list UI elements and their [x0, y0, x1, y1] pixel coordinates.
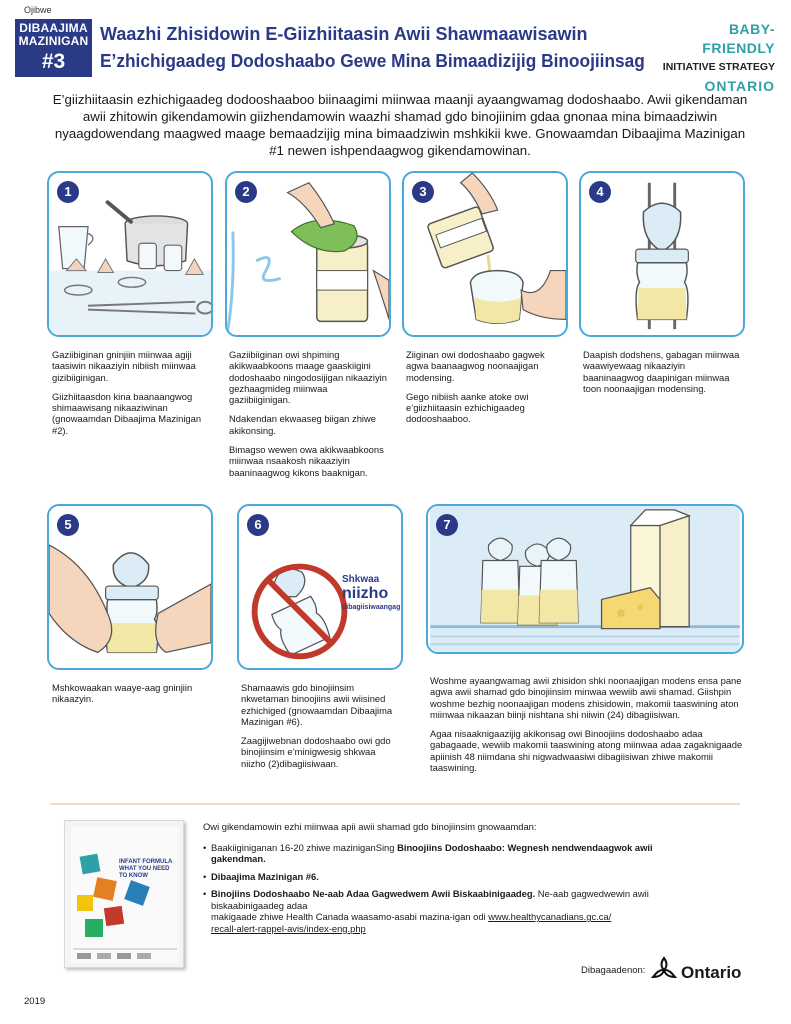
resource-item-1: [203, 842, 693, 865]
step-6-number: 6: [247, 514, 269, 536]
ontario-logo-text: Ontario: [681, 963, 742, 982]
funded-by-label: Dibagaadenon:: [581, 965, 646, 976]
step-3-text: [406, 349, 564, 433]
step-7-text: [430, 675, 748, 781]
title-line2: E’zhichigaadeg Dodoshaabo Gewe Mina Bimaadizijig Binoojiinsag: [100, 50, 645, 71]
page-title: [100, 20, 660, 74]
step-1-para-1: Gaziibiginan gninjiin miinwaa agiji taasiwin nikaaziyin nibiish miinwaa gizibiiginigan.: [52, 349, 196, 383]
step-1-para-2: Giizhiitaasdon kina baanaangwog shimaawisang nikaaziwinan (gnowaamdan Dibaajima Mazinigan #2).: [52, 390, 202, 436]
fridge-storage-illustration: [428, 506, 742, 652]
resource-item-3-text2: makigaade zhiwe Health Canada waasamo-asabi mazina-igan odi: [211, 911, 489, 922]
resource-item-2-bold: Dibaajima Mazinigan #6.: [211, 870, 319, 882]
step-6-sign-line3: dibagiisiwaangag: [342, 604, 401, 611]
step-6-text: [241, 682, 401, 777]
step-6-panel: [237, 504, 403, 670]
step-3-number: 3: [412, 181, 434, 203]
step-5-panel: [47, 504, 213, 670]
step-2-para-3: Bimagso wewen owa akikwaabkoons miinwaa nsaakosh nikaaziyin baaninaagwog kikons baaknigan.: [229, 444, 384, 478]
booklet-title: INFANT FORMULA WHAT YOU NEED TO KNOW: [119, 859, 173, 879]
step-5-para-1: Mshkowaakan waaye-aag gninjiin nikaazyin.: [52, 682, 193, 705]
resources-section: [203, 821, 693, 940]
step-2-para-2: Ndakendan ekwaaseg biigan zhiwe akikonsing.: [229, 413, 376, 436]
step-6-para-1: Shamaawis gdo binojiinsim nkwetaman binoojiins awii wiisined ezhichiged (gnowaamdan Dibaajima Mazinigan #6).: [241, 682, 393, 727]
step-3-para-2: Gego nibiish aanke atoke owi e’giizhiitaasin ezhichigaadeg dodooshaaboo.: [406, 390, 529, 425]
step-2-panel: [225, 171, 391, 337]
intro-paragraph: E’giizhiitaasin ezhichigaadeg dodooshaaboo biinaagimi miinwaa maanji ayaangwamag dodoshaabo. Awii gikendaman awii zhitowin gikendamowin giizhendamowin waazhi shamad gdo binojiinim gdaa gnonaa mina bimaadziwin nyaagdowendang maagwed maage bemaadzijig mina bimaadziwin mshkikii kwe. Gnowaamdan Dibaajima Mazinigan #1 newen ishpendaagwog gikendamowinan.: [52, 92, 748, 158]
step-5-number: 5: [57, 514, 79, 536]
resources-list: [203, 842, 693, 935]
resource-item-1-bold: Binoojiins Dodoshaabo: Wegnesh nendwendaagwok awii gakendman.: [211, 841, 653, 864]
resource-item-3-bold: Binojiins Dodoshaabo Ne-aab Adaa Gagwedwem Awii Biskaabinigaadeg.: [211, 888, 536, 899]
health-canada-link-2[interactable]: recall-alert-rappel-avis/index-eng.php: [211, 922, 366, 934]
badge-number: #3: [41, 50, 66, 73]
publication-year: 2019: [24, 996, 46, 1007]
step-2-para-1: Gaziibiiginan owi shpiming akikwaabkoons maage gaaskiigini dodoshaabo ningodosijigan nikaaziyin gezhaagmideg miinwaa gaziibiiginigan.: [229, 349, 387, 406]
formula-booklet-image: [64, 820, 184, 968]
step-6-para-2: Zaagijiwebnan dodoshaabo owi gdo binojiinsim e’minigwesig shkwaa niizho (2)dibagiisiwaan.: [241, 735, 391, 769]
title-line1: Waazhi Zhisidowin E-Giizhiitaasin Awii Shawmaawisawin: [100, 23, 588, 44]
step-7-para-2: Agaa nisaaknigaazijig akikonsag owi Binoojiins dodoshaabo adaa gabagaade, wewiib makomii taaswining atong miinwaa adaa zagaknigaade apiinish 48 niimdana shi nigwadwaasiwi dibagiisiwan zhiwe makomii taaswining.: [430, 728, 743, 774]
bfi-line3: ONTARIO: [704, 78, 775, 94]
health-canada-link-1[interactable]: www.healthycanadians.gc.ca/: [488, 911, 612, 922]
step-1-text: [52, 349, 210, 444]
step-6-sign-line2: niizho: [342, 585, 389, 602]
step-4-text: [583, 349, 741, 402]
step-3-para-1: Ziiginan owi dodoshaabo gagwek agwa baanaagwog noonaajigan modensing.: [406, 349, 545, 383]
step-4-number: 4: [589, 181, 611, 203]
step-6-sign: [342, 574, 402, 612]
bfi-line1: BABY-FRIENDLY: [702, 21, 775, 56]
resource-item-3-text1: Ne-aab gagwedwewin awii biskaabinigaadeg adaa: [211, 888, 649, 911]
resources-lead: Owi gikendamowin ezhi miinwaa apii awii shamad gdo binojiinsim gnowaamdan:: [203, 821, 537, 832]
step-7-panel: [426, 504, 744, 654]
step-5-text: [52, 682, 210, 713]
resource-item-1-text: Baakiiginiganan 16-20 zhiwe maziniganSing: [211, 841, 398, 853]
handout-badge: [15, 19, 92, 77]
resource-item-2: [203, 871, 693, 883]
step-7-number: 7: [436, 514, 458, 536]
step-7-para-1: Woshme ayaangwamag awii zhisidon shki noonaajigan modens ensa pane agwa awii shamad gdo binojiinsim minwaa wewiib awii shamad. Giishpin woshme bezhig noonaajigan modens zhisidowin, makomii taaswining aton miinwaa nikaazan biinji nishtana shi niiwin (24) dibagiisiwan.: [430, 675, 742, 720]
step-1-panel: [47, 171, 213, 337]
step-3-panel: [402, 171, 568, 337]
step-4-para-1: Daapish dodshens, gabagan miinwaa waawiyewaag nikaaziyin baaninaagwog daapinigan miinwaa toon noonaajigan modensing.: [583, 349, 740, 394]
bfi-line2: INITIATIVE STRATEGY: [662, 61, 775, 73]
language-label: Ojibwe: [24, 5, 52, 15]
step-1-number: 1: [57, 181, 79, 203]
step-4-panel: [579, 171, 745, 337]
badge-line1: DIBAAJIMA: [19, 21, 88, 35]
badge-line2: MAZINIGAN: [18, 34, 89, 48]
ontario-trillium-icon: [649, 955, 679, 985]
step-2-text: [229, 349, 387, 486]
step-2-number: 2: [235, 181, 257, 203]
booklet-cover-art: [65, 821, 185, 969]
step-6-sign-line1: Shkwaa: [342, 574, 380, 585]
section-divider: [50, 803, 740, 805]
bfi-logo: [660, 20, 775, 96]
resource-item-3: [203, 888, 693, 934]
